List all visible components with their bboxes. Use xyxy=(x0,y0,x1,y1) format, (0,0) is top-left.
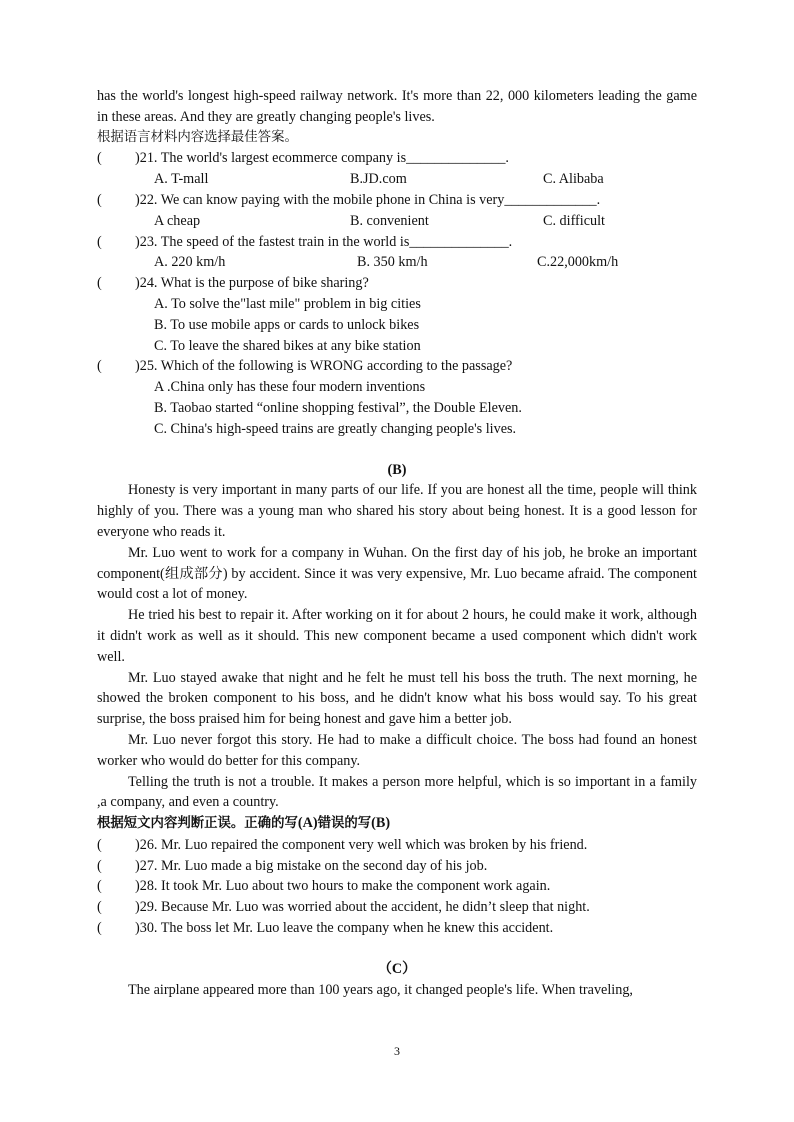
passage-paragraph: Mr. Luo never forgot this story. He had to make a difficult choice. The boss had found an honest worker who would do better for this company. xyxy=(97,731,697,769)
question-text: )22. We can know paying with the mobile phone in China is very_____________. xyxy=(135,191,601,208)
question-text: )28. It took Mr. Luo about two hours to make the component work again. xyxy=(135,878,551,895)
answer-blank-open: ( xyxy=(97,191,102,208)
option-c: C. To leave the shared bikes at any bike station xyxy=(154,337,421,354)
answer-blank-open: ( xyxy=(97,275,102,292)
question-22-options xyxy=(97,211,697,232)
option-b: B. convenient xyxy=(350,212,429,229)
answer-blank-open: ( xyxy=(97,150,102,167)
question-25 xyxy=(97,356,697,377)
passage-paragraph: He tried his best to repair it. After working on it for about 2 hours, he could make it work, although it didn't work as well as it should. This new component became a used component which didn't work well. xyxy=(97,607,697,665)
passage-paragraph: Mr. Luo went to work for a company in Wuhan. On the first day of his job, he broke an important component(组成部分) by accident. Since it was very expensive, Mr. Luo became afraid. The component would cost a lot of money. xyxy=(97,544,697,603)
option-c: C. China's high-speed trains are greatly changing people's lives. xyxy=(154,420,517,437)
section-b-instruction xyxy=(97,813,697,835)
instruction-text: 根据短文内容判断正误。正确的写 xyxy=(97,816,298,832)
question-text: )24. What is the purpose of bike sharing? xyxy=(135,275,369,292)
option-a: A cheap xyxy=(154,212,201,229)
passage-paragraph: Honesty is very important in many parts of our life. If you are honest all the time, people will think highly of you. There was a young man who shared his story about being honest. It is a good lesson for everyone who reads it. xyxy=(97,482,697,540)
question-28 xyxy=(97,876,697,897)
answer-blank-open: ( xyxy=(97,899,102,916)
answer-blank-open: ( xyxy=(97,857,102,874)
instruction-false-mark: (B) xyxy=(371,815,391,832)
option-a: A .China only has these four modern inventions xyxy=(154,379,426,396)
question-text: )30. The boss let Mr. Luo leave the company when he knew this accident. xyxy=(135,920,554,937)
option-b: B. 350 km/h xyxy=(357,254,428,271)
question-22 xyxy=(97,190,697,211)
option-c: C. Alibaba xyxy=(543,171,604,188)
passage-paragraph: Telling the truth is not a trouble. It makes a person more helpful, which is so important in a family ,a company, and even a country. xyxy=(97,773,697,811)
question-24 xyxy=(97,273,697,294)
answer-blank-open: ( xyxy=(97,233,102,250)
section-b-title: (B) xyxy=(387,461,407,478)
question-21-options xyxy=(97,169,697,190)
question-27 xyxy=(97,856,697,877)
section-a-instruction: 根据语言材料内容选择最佳答案。 xyxy=(97,129,298,145)
document-page xyxy=(97,86,697,1000)
instruction-true-mark: (A) xyxy=(297,815,318,832)
option-c: C. difficult xyxy=(543,212,606,229)
question-23-options xyxy=(97,252,697,273)
option-b: B. To use mobile apps or cards to unlock bikes xyxy=(154,316,420,333)
option-c: C.22,000km/h xyxy=(537,254,619,271)
question-text: )26. Mr. Luo repaired the component very well which was broken by his friend. xyxy=(135,836,588,853)
question-29 xyxy=(97,897,697,918)
question-text: )29. Because Mr. Luo was worried about the accident, he didn’t sleep that night. xyxy=(135,899,590,916)
option-a: A. 220 km/h xyxy=(154,254,226,271)
question-text: )27. Mr. Luo made a big mistake on the second day of his job. xyxy=(135,857,488,874)
option-b: B. Taobao started “online shopping festival”, the Double Eleven. xyxy=(154,399,522,416)
instruction-text-2: 错误的写 xyxy=(317,816,372,832)
page-number: 3 xyxy=(394,1044,400,1058)
question-text: )21. The world's largest ecommerce company is______________. xyxy=(135,150,509,167)
option-a: A. To solve the"last mile" problem in big cities xyxy=(154,295,421,312)
question-26 xyxy=(97,835,697,856)
question-30 xyxy=(97,918,697,939)
answer-blank-open: ( xyxy=(97,878,102,895)
question-text: )25. Which of the following is WRONG according to the passage? xyxy=(135,358,513,375)
option-a: A. T-mall xyxy=(154,171,209,188)
option-b: B.JD.com xyxy=(350,171,407,188)
passage-paragraph: Mr. Luo stayed awake that night and he felt he must tell his boss the truth. The next morning, he showed the broken component to his boss, and he didn't know what his boss would say. To his great surprise, the boss praised him for being honest and gave him a better job. xyxy=(97,669,697,728)
passage-paragraph: The airplane appeared more than 100 years ago, it changed people's life. When traveling, xyxy=(128,981,633,998)
answer-blank-open: ( xyxy=(97,920,102,937)
section-c-title: （C） xyxy=(377,960,417,977)
question-23 xyxy=(97,232,697,253)
answer-blank-open: ( xyxy=(97,836,102,853)
intro-paragraph: has the world's longest high-speed railway network. It's more than 22, 000 kilometers leading the game in these areas. And they are greatly changing people's lives. xyxy=(97,88,697,125)
question-text: )23. The speed of the fastest train in the world is______________. xyxy=(135,233,513,250)
answer-blank-open: ( xyxy=(97,358,102,375)
question-21 xyxy=(97,148,697,169)
